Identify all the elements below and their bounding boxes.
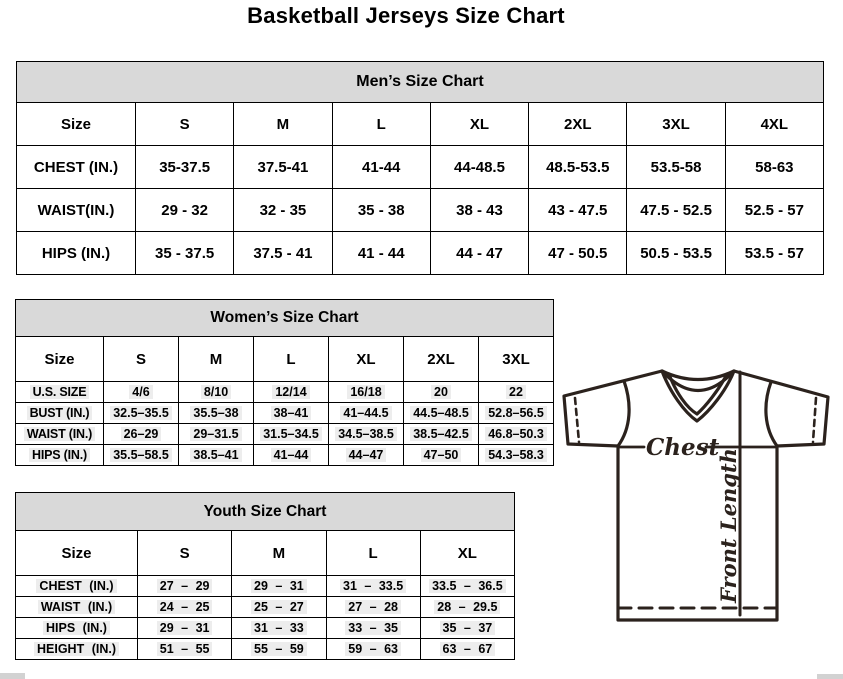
size-value-cell: 47 - 50.5 <box>529 232 627 275</box>
size-value-cell: 38.5–41 <box>179 445 254 466</box>
size-column-header: XL <box>329 337 404 382</box>
size-label-header: Size <box>16 531 138 576</box>
table-row <box>17 189 824 232</box>
size-value-cell: 52.5 - 57 <box>725 189 823 232</box>
row-label: HEIGHT (IN.) <box>16 639 138 660</box>
size-value-cell: 51 – 55 <box>138 639 232 660</box>
page-edge-artifact-left <box>0 673 25 679</box>
chest-label: Chest <box>646 434 720 461</box>
page-title: Basketball Jerseys Size Chart <box>247 3 565 28</box>
size-column-header: L <box>254 337 329 382</box>
womens-size-chart-table <box>15 299 554 466</box>
size-value-cell: 29 – 31 <box>138 618 232 639</box>
row-label: HIPS (IN.) <box>16 618 138 639</box>
size-column-header: M <box>179 337 254 382</box>
size-value-cell: 35-37.5 <box>136 146 234 189</box>
size-column-header: S <box>136 103 234 146</box>
size-value-cell: 27 – 28 <box>326 597 420 618</box>
size-value-cell: 37.5 - 41 <box>234 232 332 275</box>
row-label: U.S. SIZE <box>16 382 104 403</box>
size-value-cell: 29 - 32 <box>136 189 234 232</box>
size-value-cell: 53.5-58 <box>627 146 725 189</box>
size-value-cell: 32.5–35.5 <box>104 403 179 424</box>
size-column-header: 2XL <box>404 337 479 382</box>
size-column-header: 2XL <box>529 103 627 146</box>
size-column-header: M <box>232 531 326 576</box>
size-column-header: S <box>138 531 232 576</box>
size-column-header: XL <box>420 531 514 576</box>
size-value-cell: 54.3–58.3 <box>479 445 554 466</box>
size-value-cell: 41–44 <box>254 445 329 466</box>
row-label: CHEST (IN.) <box>17 146 136 189</box>
size-value-cell: 8/10 <box>179 382 254 403</box>
table-title: Men’s Size Chart <box>17 62 824 103</box>
size-value-cell: 38.5–42.5 <box>404 424 479 445</box>
row-label: BUST (IN.) <box>16 403 104 424</box>
table-row <box>16 424 554 445</box>
size-value-cell: 41 - 44 <box>332 232 430 275</box>
size-value-cell: 12/14 <box>254 382 329 403</box>
size-label-header: Size <box>16 337 104 382</box>
size-value-cell: 44.5–48.5 <box>404 403 479 424</box>
size-column-header: S <box>104 337 179 382</box>
row-label: CHEST (IN.) <box>16 576 138 597</box>
size-value-cell: 47–50 <box>404 445 479 466</box>
table-title: Youth Size Chart <box>16 493 515 531</box>
jersey-measurement-diagram <box>556 358 840 630</box>
size-column-header: XL <box>430 103 528 146</box>
front-length-label: Front Length <box>716 448 741 603</box>
size-value-cell: 27 – 29 <box>138 576 232 597</box>
size-value-cell: 35.5–58.5 <box>104 445 179 466</box>
youth-size-chart-table <box>15 492 515 660</box>
table-row <box>16 576 515 597</box>
size-value-cell: 53.5 - 57 <box>725 232 823 275</box>
table-row <box>16 639 515 660</box>
size-value-cell: 25 – 27 <box>232 597 326 618</box>
row-label: WAIST (IN.) <box>16 597 138 618</box>
table-row <box>16 382 554 403</box>
size-value-cell: 28 – 29.5 <box>420 597 514 618</box>
size-column-header: L <box>332 103 430 146</box>
jersey-outline <box>564 371 828 620</box>
size-value-cell: 31 – 33.5 <box>326 576 420 597</box>
size-value-cell: 50.5 - 53.5 <box>627 232 725 275</box>
size-value-cell: 34.5–38.5 <box>329 424 404 445</box>
size-value-cell: 20 <box>404 382 479 403</box>
size-value-cell: 4/6 <box>104 382 179 403</box>
size-value-cell: 35 - 37.5 <box>136 232 234 275</box>
size-value-cell: 52.8–56.5 <box>479 403 554 424</box>
size-column-header: M <box>234 103 332 146</box>
size-value-cell: 31.5–34.5 <box>254 424 329 445</box>
size-label-header: Size <box>17 103 136 146</box>
size-value-cell: 44 - 47 <box>430 232 528 275</box>
size-column-header: 3XL <box>479 337 554 382</box>
size-value-cell: 41-44 <box>332 146 430 189</box>
size-value-cell: 44-48.5 <box>430 146 528 189</box>
size-value-cell: 43 - 47.5 <box>529 189 627 232</box>
size-value-cell: 58-63 <box>725 146 823 189</box>
size-value-cell: 29–31.5 <box>179 424 254 445</box>
size-value-cell: 44–47 <box>329 445 404 466</box>
size-value-cell: 29 – 31 <box>232 576 326 597</box>
size-value-cell: 37.5-41 <box>234 146 332 189</box>
mens-size-chart-table <box>16 61 824 275</box>
size-value-cell: 38 - 43 <box>430 189 528 232</box>
size-value-cell: 38–41 <box>254 403 329 424</box>
size-value-cell: 55 – 59 <box>232 639 326 660</box>
table-row <box>17 232 824 275</box>
row-label: WAIST(IN.) <box>17 189 136 232</box>
size-value-cell: 24 – 25 <box>138 597 232 618</box>
size-value-cell: 32 - 35 <box>234 189 332 232</box>
size-value-cell: 26–29 <box>104 424 179 445</box>
row-label: HIPS (IN.) <box>16 445 104 466</box>
size-value-cell: 22 <box>479 382 554 403</box>
table-row <box>17 146 824 189</box>
size-value-cell: 59 – 63 <box>326 639 420 660</box>
size-value-cell: 16/18 <box>329 382 404 403</box>
size-value-cell: 33.5 – 36.5 <box>420 576 514 597</box>
size-value-cell: 35 – 37 <box>420 618 514 639</box>
size-value-cell: 35.5–38 <box>179 403 254 424</box>
size-value-cell: 35 - 38 <box>332 189 430 232</box>
size-value-cell: 47.5 - 52.5 <box>627 189 725 232</box>
table-title: Women’s Size Chart <box>16 300 554 337</box>
size-value-cell: 31 – 33 <box>232 618 326 639</box>
size-value-cell: 41–44.5 <box>329 403 404 424</box>
size-column-header: L <box>326 531 420 576</box>
table-row <box>16 618 515 639</box>
table-row <box>16 445 554 466</box>
size-value-cell: 33 – 35 <box>326 618 420 639</box>
table-row <box>16 403 554 424</box>
row-label: WAIST (IN.) <box>16 424 104 445</box>
size-column-header: 3XL <box>627 103 725 146</box>
size-column-header: 4XL <box>725 103 823 146</box>
size-value-cell: 46.8–50.3 <box>479 424 554 445</box>
size-value-cell: 63 – 67 <box>420 639 514 660</box>
page-edge-artifact-right <box>817 674 843 679</box>
table-row <box>16 597 515 618</box>
size-value-cell: 48.5-53.5 <box>529 146 627 189</box>
row-label: HIPS (IN.) <box>17 232 136 275</box>
